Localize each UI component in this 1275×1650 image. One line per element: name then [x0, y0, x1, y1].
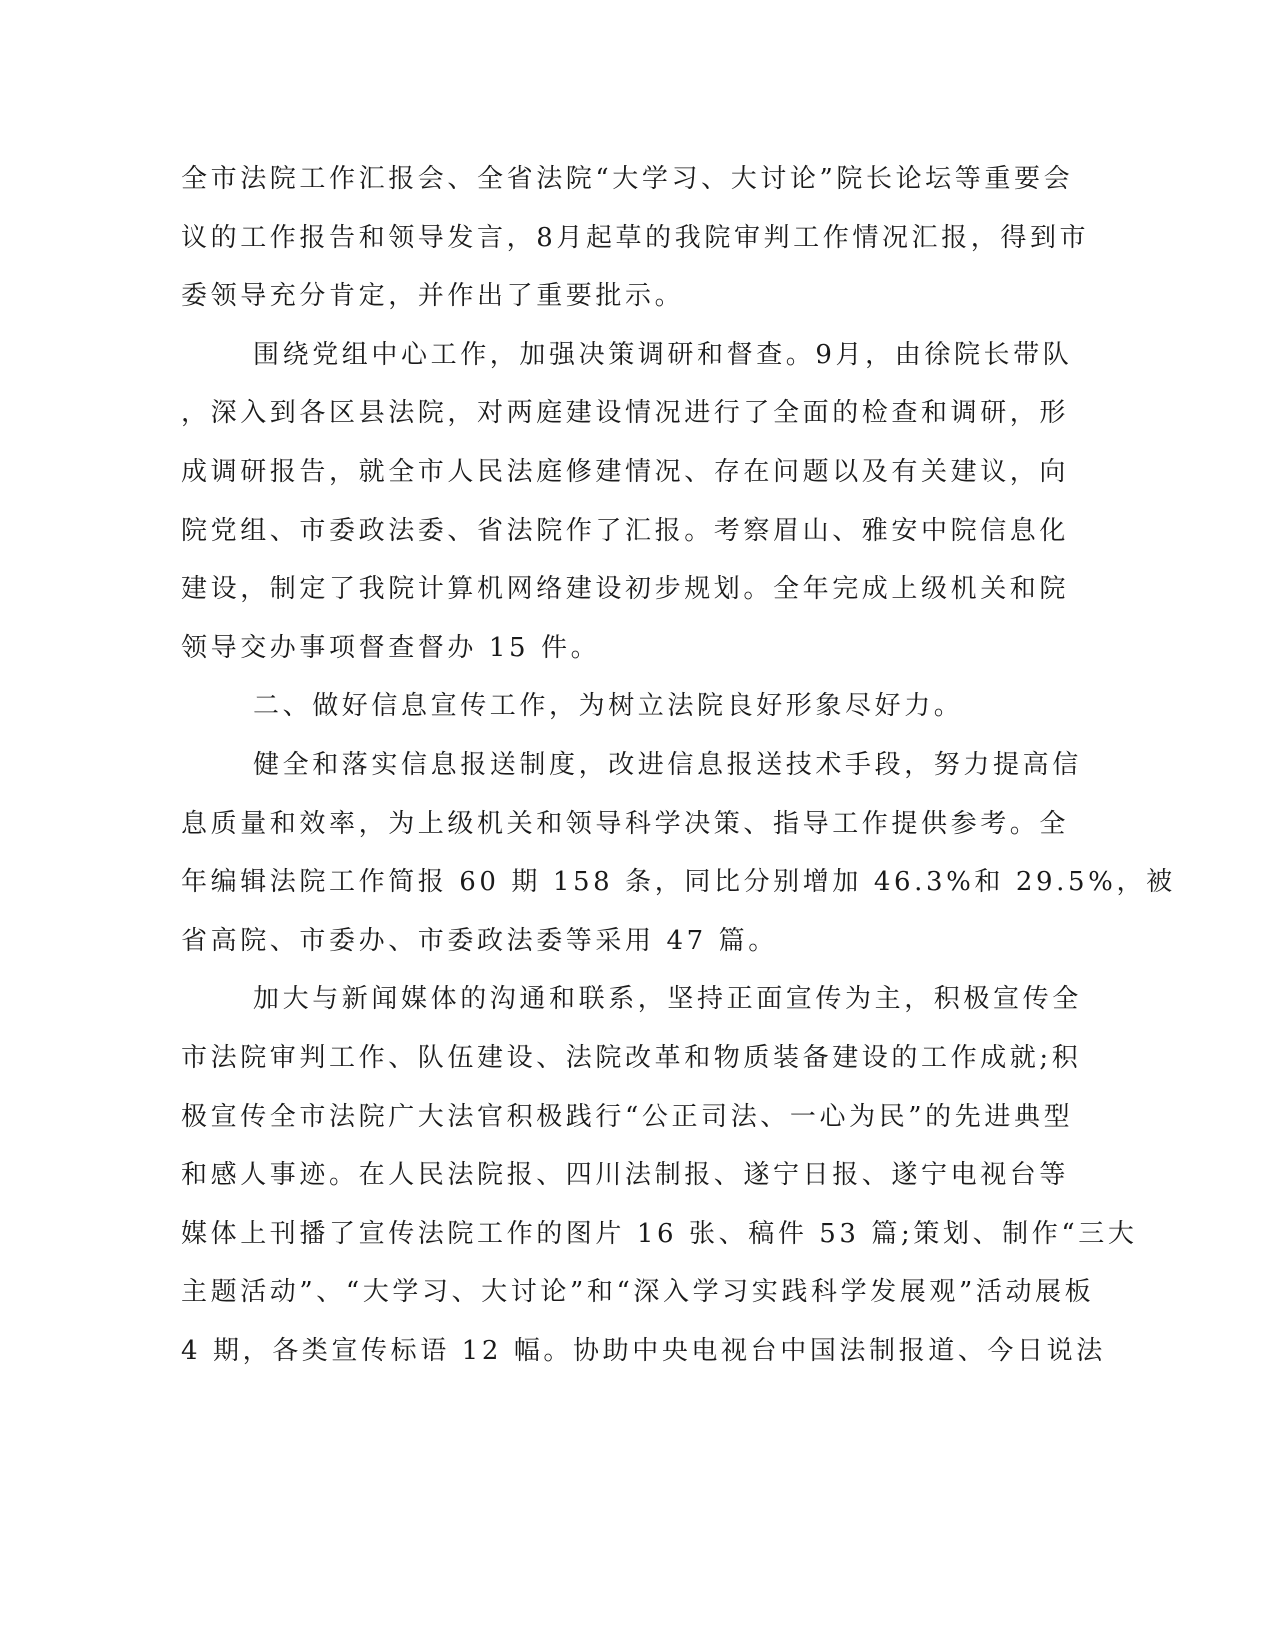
- text-line: 息质量和效率，为上级机关和领导科学决策、指导工作提供参考。全: [181, 808, 1070, 839]
- text-line: 建设，制定了我院计算机网络建设初步规划。全年完成上级机关和院: [181, 574, 1070, 605]
- text-line: 4 期，各类宣传标语 12 幅。协助中央电视台中国法制报道、今日说法: [181, 1335, 1106, 1366]
- text-line: ，深入到各区县法院，对两庭建设情况进行了全面的检查和调研，形: [181, 398, 1070, 429]
- text-line: 和感人事迹。在人民法院报、四川法制报、遂宁日报、遂宁电视台等: [181, 1160, 1070, 1191]
- paragraph-information-reporting: [181, 736, 1176, 970]
- text-line: 领导交办事项督查督办 15 件。: [181, 632, 601, 663]
- text-line: 市法院审判工作、队伍建设、法院改革和物质装备建设的工作成就;积: [181, 1042, 1082, 1073]
- text-line: 围绕党组中心工作，加强决策调研和督查。9月，由徐院长带队: [253, 339, 1073, 370]
- text-line: 健全和落实信息报送制度，改进信息报送技术手段，努力提高信: [253, 749, 1082, 780]
- text-line: 委领导充分肯定，并作出了重要批示。: [181, 281, 685, 312]
- text-line: 全市法院工作汇报会、全省法院“大学习、大讨论”院长论坛等重要会: [181, 164, 1074, 194]
- document-body: [181, 150, 1176, 1380]
- text-line: 极宣传全市法院广大法官积极践行“公正司法、一心为民”的先进典型: [181, 1101, 1074, 1132]
- text-line: 成调研报告，就全市人民法庭修建情况、存在问题以及有关建议，向: [181, 456, 1070, 487]
- text-line: 院党组、市委政法委、省法院作了汇报。考察眉山、雅安中院信息化: [181, 515, 1070, 546]
- paragraph-media-publicity: [181, 970, 1138, 1380]
- paragraph-report-drafting: [181, 150, 1090, 326]
- text-line: 年编辑法院工作简报 60 期 158 条，同比分别增加 46.3%和 29.5%，被: [181, 867, 1176, 898]
- text-line: 主题活动”、“大学习、大讨论”和“深入学习实践科学发展观”活动展板: [181, 1277, 1095, 1308]
- paragraph-research-supervision: [181, 326, 1073, 678]
- text-line: 议的工作报告和领导发言，8月起草的我院审判工作情况汇报，得到市: [181, 222, 1090, 253]
- section-heading: 二、做好信息宣传工作，为树立法院良好形象尽好力。: [253, 691, 964, 722]
- text-line: 加大与新闻媒体的沟通和联系，坚持正面宣传为主，积极宣传全: [253, 984, 1082, 1015]
- text-line: 媒体上刊播了宣传法院工作的图片 16 张、稿件 53 篇;策划、制作“三大: [181, 1218, 1138, 1249]
- section-heading-information-publicity: [181, 677, 1029, 736]
- text-line: 省高院、市委办、市委政法委等采用 47 篇。: [181, 925, 778, 956]
